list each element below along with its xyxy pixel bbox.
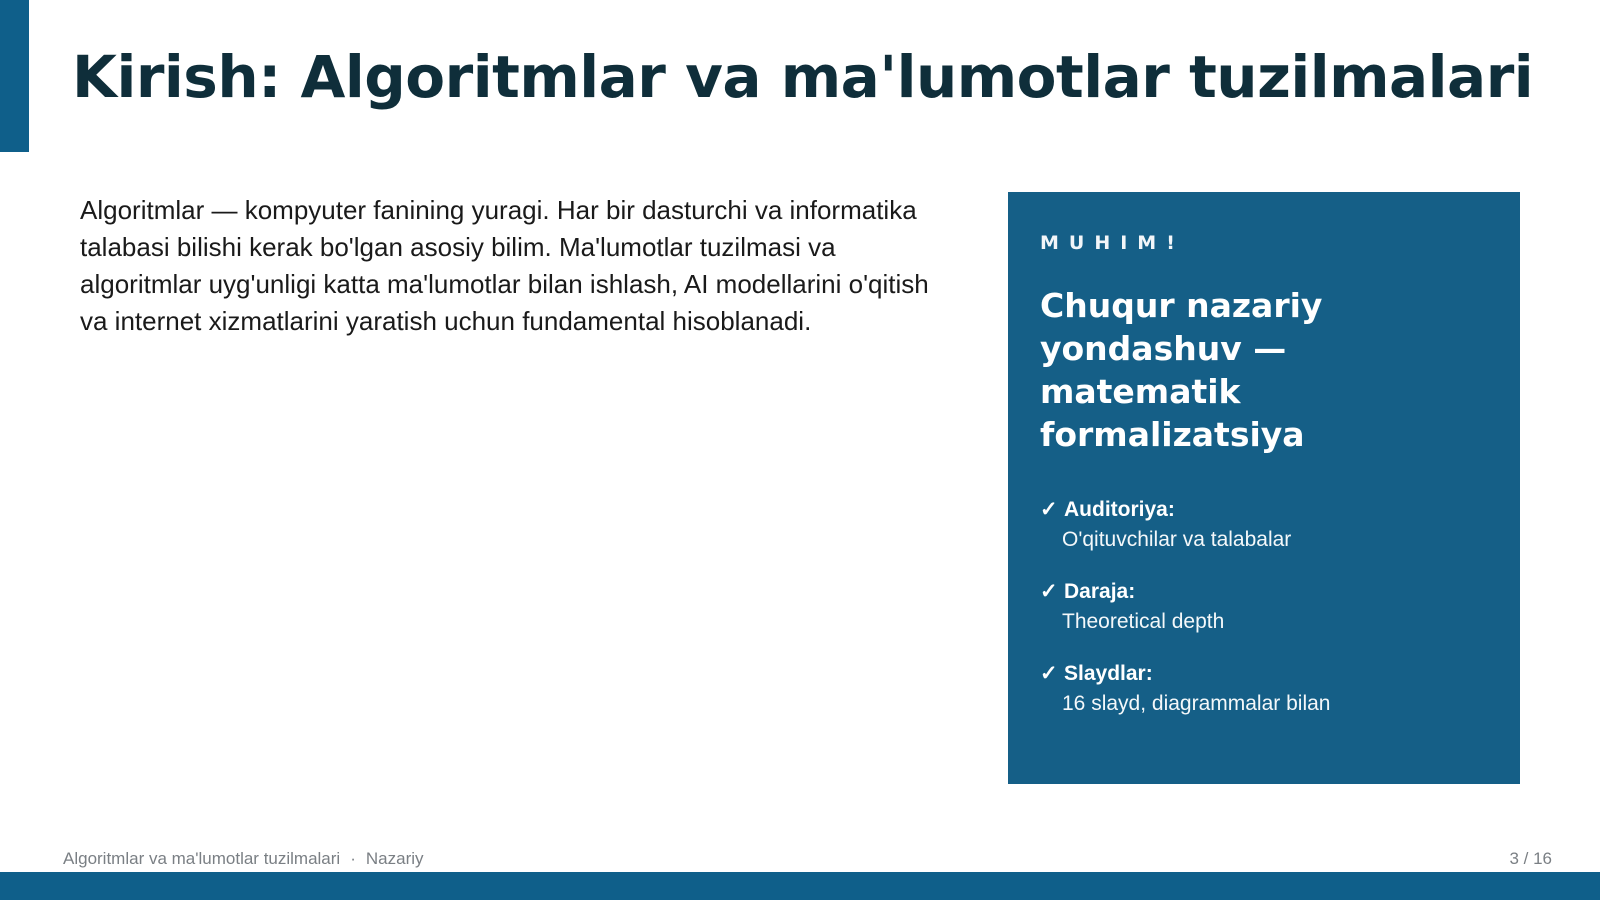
slide-footer	[63, 849, 1552, 869]
check-icon: ✓	[1040, 498, 1058, 521]
slide-body-text: Algoritmlar — kompyuter fanining yuragi. Har bir dasturchi va informatika talabasi bilishi kerak bo'lgan asosiy bilim. Ma'lumotlar tuzilmasi va algoritmlar uyg'unligi katta ma'lumotlar bilan ishlash, AI modellarini o'qitish va internet xizmatlarini yaratish uchun fundamental hisoblanadi.	[80, 195, 929, 336]
footer-separator: ·	[350, 849, 356, 868]
callout-item-slides	[1040, 660, 1490, 720]
callout-item-label: Daraja:	[1064, 580, 1136, 603]
callout-item-value: Theoretical depth	[1062, 610, 1225, 633]
footer-left	[63, 849, 424, 869]
callout-list	[1040, 496, 1490, 720]
title-accent-bar	[0, 0, 29, 152]
callout-heading: Chuqur nazariy yondashuv — matematik formalizatsiya	[1040, 286, 1323, 454]
callout-item-value: O'qituvchilar va talabalar	[1062, 528, 1292, 551]
callout-box	[1008, 192, 1520, 784]
footer-section: Nazariy	[365, 849, 424, 868]
callout-item-level	[1040, 578, 1490, 638]
slide-title: Kirish: Algoritmlar va ma'lumotlar tuzilmalari	[72, 43, 1534, 111]
callout-item-value: 16 slayd, diagrammalar bilan	[1062, 692, 1331, 715]
check-icon: ✓	[1040, 662, 1058, 685]
page-number: 3 / 16	[1509, 849, 1552, 868]
footer-deck-title: Algoritmlar va ma'lumotlar tuzilmalari	[63, 849, 341, 868]
footer-accent-bar	[0, 872, 1600, 900]
callout-item-label: Slaydlar:	[1064, 662, 1153, 685]
callout-item-label: Auditoriya:	[1064, 498, 1175, 521]
callout-kicker: MUHIM!	[1040, 232, 1185, 254]
callout-item-audience	[1040, 496, 1490, 556]
check-icon: ✓	[1040, 580, 1058, 603]
